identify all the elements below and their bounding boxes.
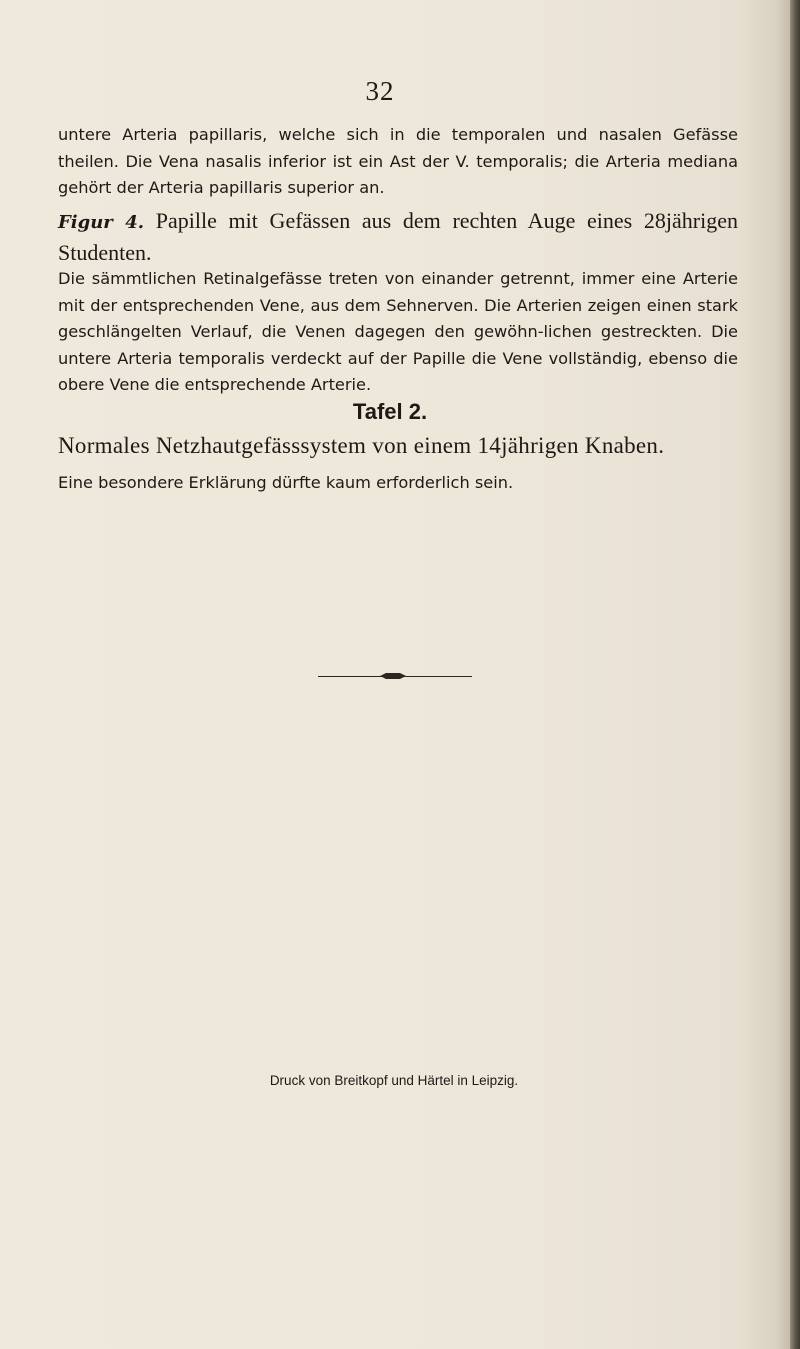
figure-4-label: Figur 4. [58,212,145,233]
paragraph-arteria-papillaris: untere Arteria papillaris, welche sich in die temporalen und nasalen Gefässe theilen. Die Vena nasalis inferior ist ein Ast der V. temporalis; die Arteria mediana gehört der Arteria papillaris superior an. [58,125,738,197]
figure-4-title: Papille mit Gefässen aus dem rechten Auge eines 28jährigen Studenten. [58,208,738,265]
page-number: 32 [365,76,395,106]
tafel-2-note: Eine besondere Erklärung dürfte kaum erforderlich sein. [58,473,514,492]
page-edge-shadow [790,0,800,1349]
tafel-2-title: Normales Netzhautgefässsystem von einem 14jährigen Knaben. [58,433,665,458]
paragraph-retinalgefaesse: Die sämmtlichen Retinalgefässe treten von einander getrennt, immer eine Arterie mit der entsprechenden Vene, aus dem Sehnerven. Die Arterien zeigen einen stark geschlängelten Verlauf, die Venen dagegen den gewöhn-lichen gestreckten. Die untere Arteria temporalis verdeckt auf der Papille die Vene vollständig, ebenso die obere Vene die entsprechende Arterie. [58,269,738,394]
printer-imprint: Druck von Breitkopf und Härtel in Leipzig. [269,1073,519,1088]
tafel-2-label: Tafel 2. [352,399,428,424]
figure-4-heading [58,206,738,268]
divider-ornament-icon [380,671,406,681]
